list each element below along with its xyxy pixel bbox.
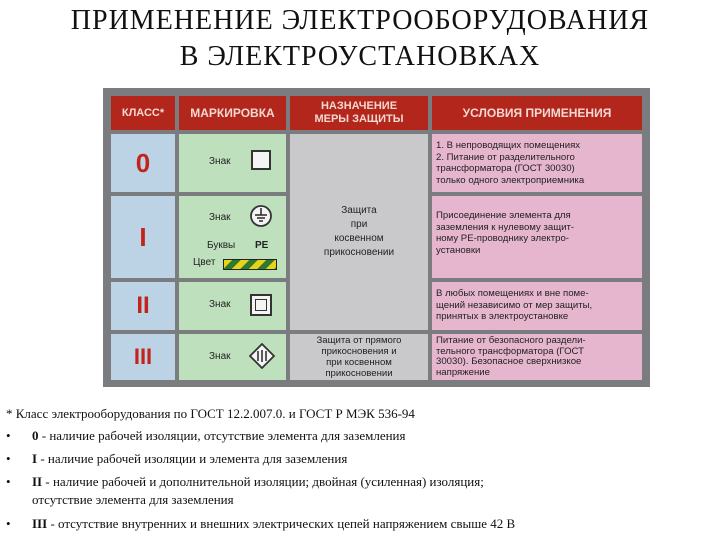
color-label: Цвет bbox=[193, 257, 216, 268]
purpose-indirect-line4: прикосновении bbox=[323, 247, 395, 258]
marking-row-2 bbox=[179, 282, 286, 330]
bullet: • bbox=[6, 516, 11, 531]
purpose-direct-line1: Защита от прямого bbox=[316, 335, 402, 346]
purpose-direct-line2: прикосновения и bbox=[321, 346, 397, 357]
purpose-direct-line3: при косвенном bbox=[326, 357, 392, 368]
conditions-row-0 bbox=[432, 134, 642, 192]
conditions-0-line3: трансформатора (ГОСТ 30030) bbox=[436, 163, 575, 174]
conditions-3-line4: напряжение bbox=[436, 366, 490, 378]
purpose-indirect-line2: при bbox=[350, 219, 368, 230]
pe-letters: PE bbox=[255, 240, 269, 251]
footnote-class-1: I bbox=[32, 451, 38, 466]
class-0-cell: 0 bbox=[111, 134, 175, 192]
footnote-text-1: - наличие рабочей изоляции и элемента для заземления bbox=[37, 451, 348, 466]
footnote-text-0: - наличие рабочей изоляции, отсутствие элемента для заземления bbox=[38, 428, 406, 443]
conditions-row-1 bbox=[432, 196, 642, 278]
conditions-1-line3: ному PE-проводнику электро- bbox=[436, 233, 569, 244]
footnote-title: * Класс электрооборудования по ГОСТ 12.2.007.0. и ГОСТ Р МЭК 536-94 bbox=[6, 406, 415, 421]
conditions-3-line2: тельного трансформатора (ГОСТ bbox=[436, 345, 585, 357]
purpose-indirect-contact bbox=[290, 134, 428, 330]
purpose-indirect-line1: Защита bbox=[341, 205, 377, 216]
letters-label: Буквы bbox=[207, 240, 236, 251]
bullet: • bbox=[6, 428, 11, 443]
purpose-direct-line4: прикосновении bbox=[325, 368, 393, 379]
footnote-text-2: - наличие рабочей и дополнительной изоляции; двойная (усиленная) изоляция; bbox=[42, 474, 484, 489]
bullet: • bbox=[6, 474, 11, 489]
conditions-row-2 bbox=[432, 282, 642, 330]
footnote-class-0: 0 bbox=[32, 428, 39, 443]
header-purpose bbox=[290, 96, 428, 130]
header-marking: МАРКИРОВКА bbox=[179, 96, 286, 130]
class-3-cell: III bbox=[111, 334, 175, 380]
conditions-0-line1: 1. В непроводящих помещениях bbox=[436, 140, 581, 151]
conditions-0-line4: только одного электроприемника bbox=[436, 174, 585, 186]
sign-label: Знак bbox=[209, 299, 231, 310]
sign-label: Знак bbox=[209, 156, 231, 167]
header-purpose-line2: МЕРЫ ЗАЩИТЫ bbox=[314, 113, 404, 125]
sign-label: Знак bbox=[209, 212, 231, 223]
conditions-row-3 bbox=[432, 334, 642, 380]
class-1-cell: I bbox=[111, 196, 175, 278]
footnote-class-3: III bbox=[32, 516, 48, 531]
conditions-3-line3: 30030). Безопасное сверхнизкое bbox=[436, 356, 582, 367]
footnote-item-1 bbox=[32, 451, 720, 467]
marking-row-3 bbox=[179, 334, 286, 380]
conditions-2-line1: В любых помещениях и вне поме- bbox=[436, 288, 589, 299]
marking-row-0 bbox=[179, 134, 286, 192]
diamond-iii-icon bbox=[249, 343, 275, 369]
footnote-class-2: II bbox=[32, 474, 43, 489]
footnote-item-2 bbox=[32, 474, 720, 490]
conditions-3-line1: Питание от безопасного раздели- bbox=[436, 335, 586, 346]
header-class: КЛАСС* bbox=[111, 96, 175, 130]
conditions-0-line2: 2. Питание от разделительного bbox=[436, 151, 575, 163]
marking-row-1 bbox=[179, 196, 286, 278]
bullet: • bbox=[6, 451, 11, 466]
conditions-2-line3: принятых в электроустановке bbox=[436, 311, 569, 322]
conditions-1-line1: Присоединение элемента для bbox=[436, 210, 571, 221]
conditions-1-line4: установки bbox=[436, 244, 481, 256]
footnote-item-2-cont: отсутствие элемента для заземления bbox=[32, 492, 234, 507]
purpose-indirect-line3: косвенном bbox=[334, 233, 384, 244]
purpose-direct-contact bbox=[290, 334, 428, 380]
yellow-green-stripe-icon bbox=[223, 259, 277, 270]
header-conditions: УСЛОВИЯ ПРИМЕНЕНИЯ bbox=[432, 96, 642, 130]
page-title-line1: ПРИМЕНЕНИЕ ЭЛЕКТРООБОРУДОВАНИЯ bbox=[70, 5, 650, 36]
page-title-line2: В ЭЛЕКТРОУСТАНОВКАХ bbox=[179, 41, 541, 72]
conditions-1-line2: заземления к нулевому защит- bbox=[436, 221, 575, 233]
class-2-cell: II bbox=[111, 282, 175, 330]
footnote-item-3 bbox=[32, 516, 720, 532]
classification-table bbox=[103, 88, 650, 387]
footnote-text-3: - отсутствие внутренних и внешних электрических цепей напряжением свыше 42 В bbox=[47, 516, 516, 531]
double-square-icon bbox=[250, 294, 272, 316]
sign-label: Знак bbox=[209, 351, 231, 362]
header-purpose-line1: НАЗНАЧЕНИЕ bbox=[320, 100, 398, 112]
footnote-item-0 bbox=[32, 428, 720, 444]
class-0-sign-icon bbox=[251, 150, 271, 170]
ground-icon bbox=[249, 204, 273, 228]
conditions-2-line2: щений независимо от мер защиты, bbox=[436, 299, 593, 311]
